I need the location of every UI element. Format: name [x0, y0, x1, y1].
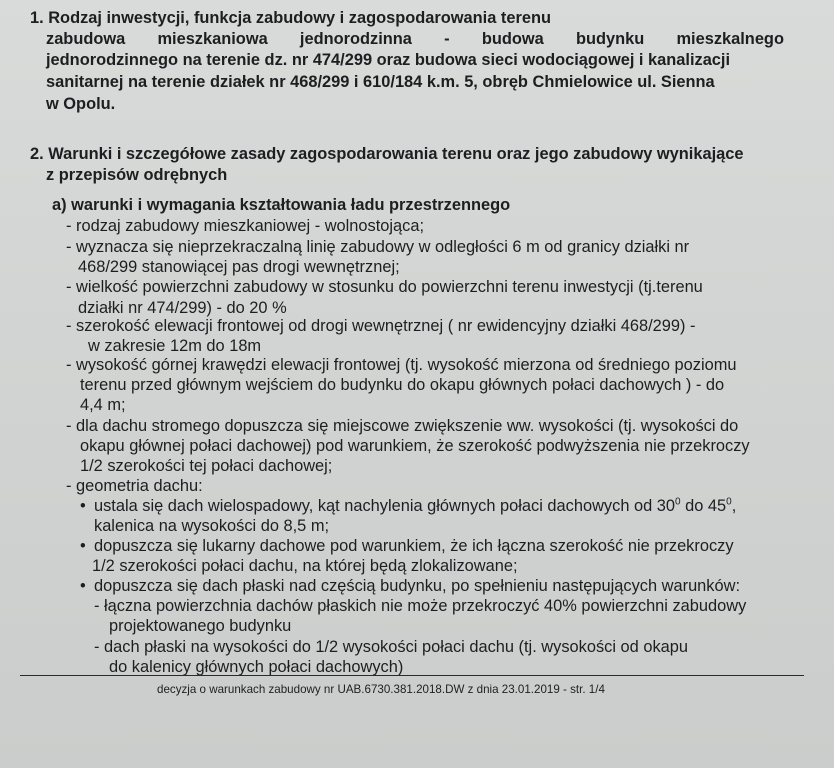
- roof-rule-1-line-2: kalenica na wysokości do 8,5 m;: [94, 517, 330, 535]
- word: -: [444, 30, 450, 48]
- word: budowa: [481, 30, 544, 48]
- footer-divider: [20, 675, 804, 676]
- section-2-subheading: a) warunki i wymagania kształtowania ładu przestrzennego: [52, 196, 511, 214]
- item-7: - geometria dachu:: [66, 477, 203, 495]
- flat-roof-condition-2-line-1: - dach płaski na wysokości do 1/2 wysokości połaci dachu (tj. wysokości od okapu: [94, 638, 688, 656]
- bullet-icon: •: [80, 497, 86, 515]
- word: zabudowa: [46, 30, 126, 48]
- item-4-line-1: - szerokość elewacji frontowej od drogi wewnętrznej ( nr ewidencyjny działki 468/299) -: [66, 317, 696, 335]
- text: ustala się dach wielospadowy, kąt nachylenia głównych połaci dachowych od 30: [94, 497, 676, 515]
- section-2-heading-line-1: 2. Warunki i szczegółowe zasady zagospodarowania terenu oraz jego zabudowy wynikające: [30, 145, 744, 163]
- bullet-icon: •: [80, 537, 86, 555]
- item-1: - rodzaj zabudowy mieszkaniowej - wolnostojąca;: [66, 217, 425, 235]
- item-2-line-2: 468/299 stanowiącej pas drogi wewnętrznej;: [78, 258, 400, 276]
- item-3-line-1: - wielkość powierzchni zabudowy w stosunku do powierzchni terenu inwestycji (tj.terenu: [66, 278, 703, 296]
- flat-roof-condition-1-line-1: - łączna powierzchnia dachów płaskich nie może przekroczyć 40% powierzchni zabudowy: [94, 597, 747, 615]
- section-1-line-4: sanitarnej na terenie działek nr 468/299 i 610/184 k.m. 5, obręb Chmielowice ul. Sienna: [46, 73, 715, 91]
- bullet-icon: •: [80, 577, 86, 595]
- text: dopuszcza się dach płaski nad częścią budynku, po spełnieniu następujących warunków:: [94, 577, 740, 595]
- item-5-line-3: 4,4 m;: [80, 396, 126, 414]
- text: dopuszcza się lukarny dachowe pod warunkiem, że ich łączna szerokość nie przekroczy: [94, 537, 734, 555]
- item-4-line-2: w zakresie 12m do 18m: [88, 337, 262, 355]
- item-6-line-2: okapu głównej połaci dachowej) pod warunkiem, że szerokość podwyższenia nie przekroczy: [80, 437, 750, 455]
- degree-superscript: 0: [726, 496, 732, 508]
- roof-rule-1-line-1: [80, 496, 736, 516]
- degree-superscript: 0: [675, 496, 681, 508]
- section-1-line-5: w Opolu.: [46, 95, 116, 113]
- item-3-line-2: działki nr 474/299) - do 20 %: [78, 299, 287, 317]
- word: mieszkaniowa: [157, 30, 268, 48]
- item-2-line-1: - wyznacza się nieprzekraczalną linię zabudowy w odległości 6 m od granicy działki nr: [66, 238, 690, 256]
- text: ,: [731, 497, 737, 515]
- word: mieszkalnego: [676, 30, 784, 48]
- flat-roof-condition-2-line-2: do kalenicy głównych połaci dachowych): [109, 658, 404, 676]
- flat-roof-condition-1-line-2: projektowanego budynku: [109, 617, 292, 635]
- roof-rule-2-line-2: 1/2 szerokości połaci dachu, na której będą zlokalizowane;: [92, 557, 518, 575]
- item-6-line-1: - dla dachu stromego dopuszcza się miejscowe zwiększenie ww. wysokości (tj. wysokości do: [66, 417, 739, 435]
- roof-rule-2-line-1: [80, 536, 734, 556]
- item-5-line-2: terenu przed głównym wejściem do budynku do okapu głównych połaci dachowych ) - do: [80, 376, 725, 394]
- section-2-heading-line-2: z przepisów odrębnych: [46, 166, 228, 184]
- section-1-line-3: jednorodzinnego na terenie dz. nr 474/299 oraz budowa sieci wodociągowej i kanalizacji: [46, 51, 731, 69]
- section-1-line-2: [46, 29, 784, 49]
- text: do 45: [680, 497, 727, 515]
- section-1-heading: 1. Rodzaj inwestycji, funkcja zabudowy i zagospodarowania terenu: [30, 9, 551, 27]
- item-6-line-3: 1/2 szerokości tej połaci dachowej;: [80, 457, 333, 475]
- word: jednorodzinna: [299, 30, 412, 48]
- item-5-line-1: - wysokość górnej krawędzi elewacji frontowej (tj. wysokość mierzona od średniego poziomu: [66, 356, 737, 374]
- word: budynku: [575, 30, 645, 48]
- page-footer: decyzja o warunkach zabudowy nr UAB.6730.381.2018.DW z dnia 23.01.2019 - str. 1/4: [157, 683, 605, 696]
- roof-rule-3: [80, 576, 740, 596]
